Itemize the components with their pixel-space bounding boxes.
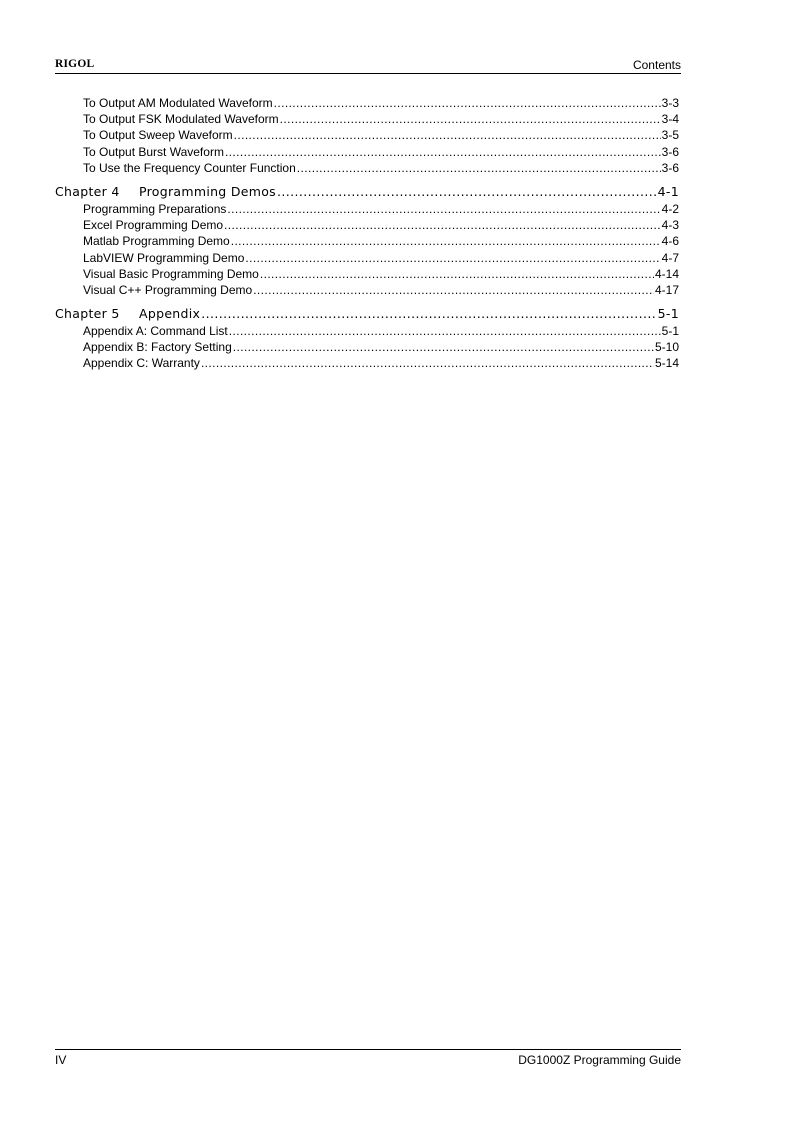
dot-leader [229,323,661,339]
chapter-title: Programming Demos [139,183,276,199]
document-title: DG1000Z Programming Guide [518,1053,681,1067]
dot-leader [225,144,661,160]
chapter-title: Appendix [139,306,201,322]
dot-leader [297,160,661,176]
toc-entry-appendix-c[interactable] [55,355,679,371]
toc-entry-label: To Use the Frequency Counter Function [83,160,296,175]
toc-entry-fsk-modulated[interactable] [55,111,679,127]
toc-entry-label: Appendix A: Command List [83,324,228,339]
dot-leader [260,266,654,282]
toc-entry-page: 3-6 [661,144,679,159]
toc-entry-label: Visual Basic Programming Demo [83,266,259,281]
toc-entry-page: 4-6 [661,234,679,249]
toc-entry-label: To Output AM Modulated Waveform [83,96,273,110]
toc-entry-page: 3-3 [661,96,679,110]
dot-leader [233,339,654,355]
toc-entry-page: 3-5 [661,128,679,143]
toc-entry-page: 4-3 [661,218,679,233]
toc-entry-appendix-b[interactable] [55,339,679,355]
toc-entry-matlab-demo[interactable] [55,233,679,249]
toc-entry-page: 5-1 [661,324,679,339]
chapter-page: 5-1 [657,306,679,322]
toc-entry-label: Excel Programming Demo [83,218,224,233]
toc-entry-label: LabVIEW Programming Demo [83,250,245,265]
toc-entry-label: Matlab Programming Demo [83,234,230,249]
dot-leader [245,250,660,266]
chapter-number: Chapter 4 [55,183,120,199]
toc-entry-burst[interactable] [55,144,679,160]
toc-entry-page: 4-14 [654,266,679,281]
page-header [55,56,681,74]
toc-entry-visual-cpp-demo[interactable] [55,282,679,298]
toc-entry-am-modulated[interactable] [55,95,679,111]
toc-chapter-4[interactable] [55,183,679,201]
toc-entry-page: 5-14 [654,356,679,371]
toc-entry-page: 3-4 [661,112,679,127]
toc-entry-label: To Output Sweep Waveform [83,128,233,143]
toc-entry-page: 4-2 [661,201,679,216]
toc-entry-page: 3-6 [661,160,679,175]
dot-leader [274,95,661,111]
dot-leader [231,233,661,249]
toc-entry-page: 4-17 [654,282,679,297]
toc-entry-label: Appendix C: Warranty [83,356,200,371]
page-footer [55,1049,681,1070]
toc-entry-excel-demo[interactable] [55,217,679,233]
section-name: Contents [632,58,681,72]
chapter-number: Chapter 5 [55,306,120,322]
toc-entry-frequency-counter[interactable] [55,160,679,176]
toc-entry-label: To Output Burst Waveform [83,144,224,159]
toc-entry-appendix-a[interactable] [55,323,679,339]
toc-entry-sweep[interactable] [55,127,679,143]
toc-entry-page: 5-10 [654,340,679,355]
dot-leader [234,127,661,143]
toc-entry-programming-preparations[interactable] [55,201,679,217]
toc-entry-page: 4-7 [661,250,679,265]
dot-leader [227,201,660,217]
dot-leader [224,217,661,233]
brand-logo-text: RIGOL [55,58,95,70]
toc-entry-labview-demo[interactable] [55,250,679,266]
dot-leader [253,282,654,298]
page-number: IV [55,1053,67,1067]
chapter-page: 4-1 [657,183,679,199]
toc-entry-label: Programming Preparations [83,201,227,216]
table-of-contents [55,95,679,372]
toc-entry-label: Visual C++ Programming Demo [83,282,253,297]
toc-entry-label: Appendix B: Factory Setting [83,340,232,355]
dot-leader [277,183,657,201]
toc-entry-visual-basic-demo[interactable] [55,266,679,282]
dot-leader [280,111,661,127]
dot-leader [201,355,654,371]
toc-entry-label: To Output FSK Modulated Waveform [83,112,279,127]
dot-leader [201,305,656,323]
toc-chapter-5[interactable] [55,305,679,323]
